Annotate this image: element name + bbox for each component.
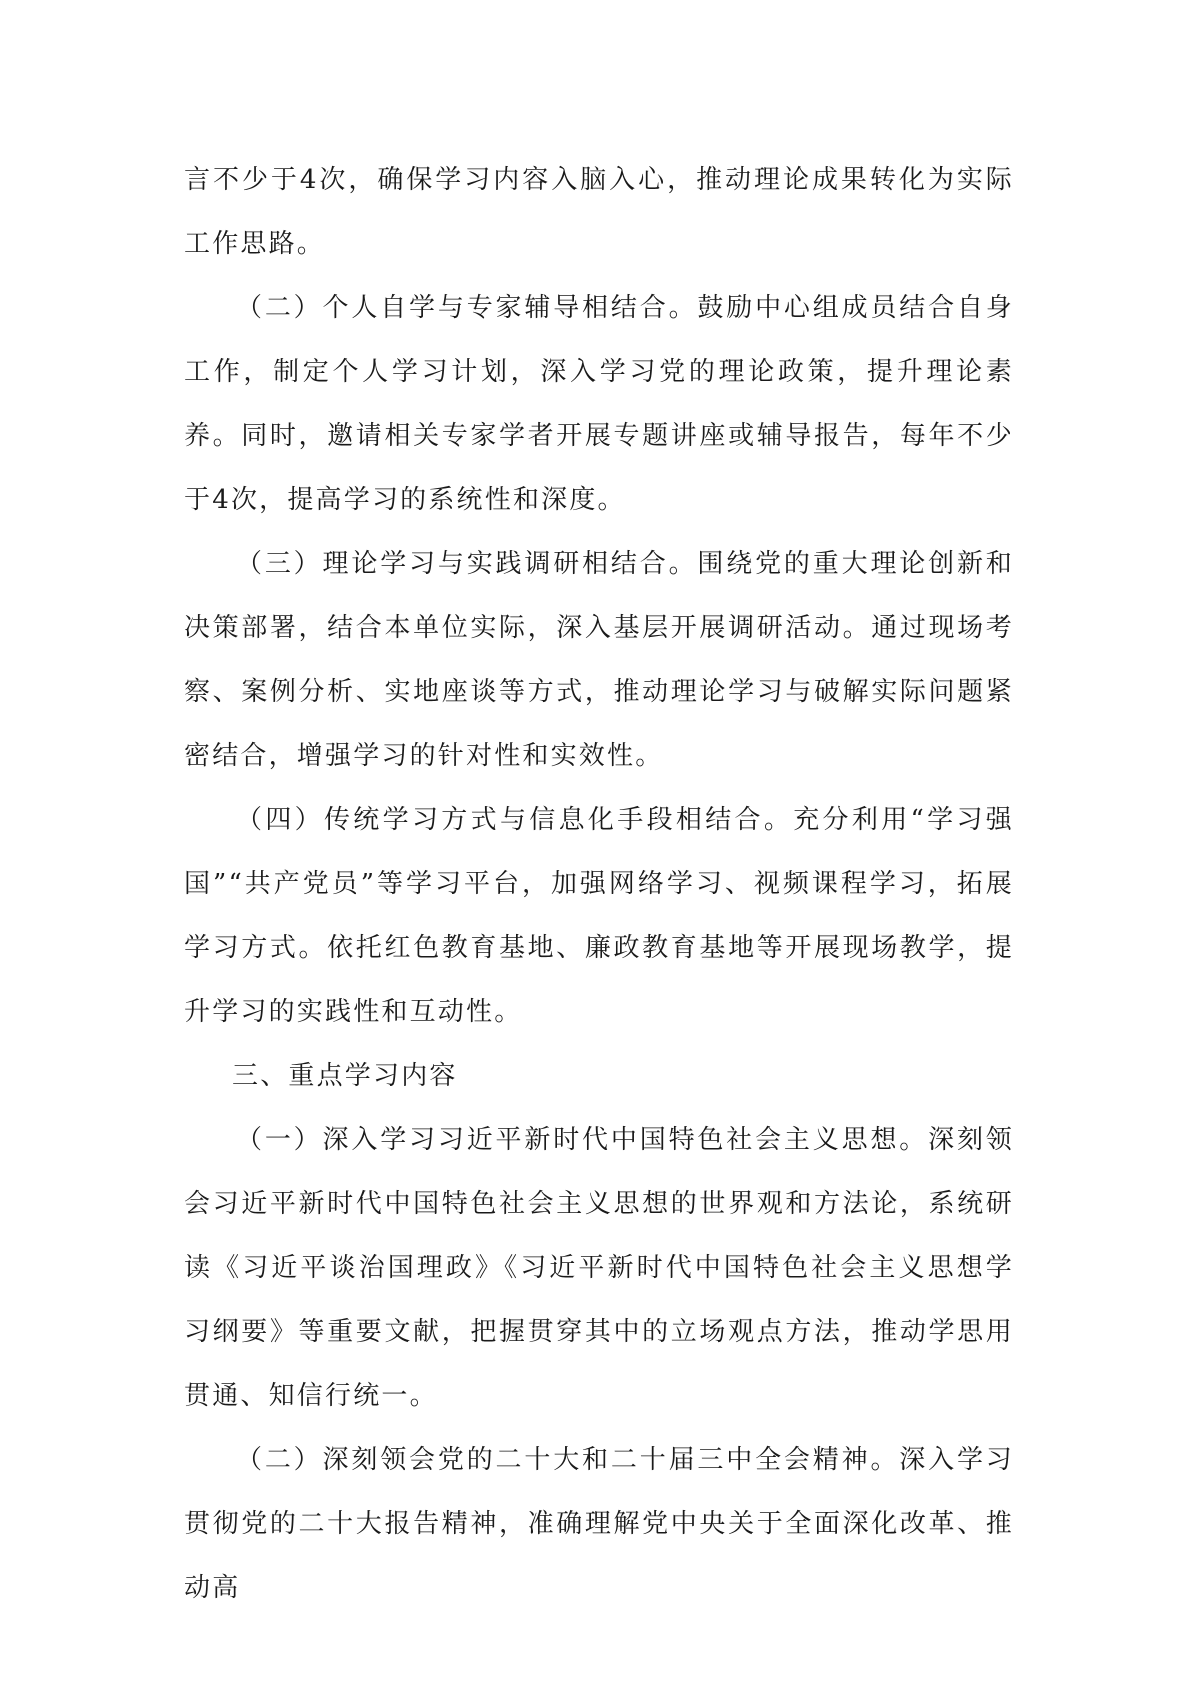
paragraph-practice-research: （三）理论学习与实践调研相结合。围绕党的重大理论创新和决策部署，结合本单位实际，深入基层开展调研活动。通过现场考察、案例分析、实地座谈等方式，推动理论学习与破解实际问题紧密结合，增强学习的针对性和实效性。: [184, 549, 1014, 771]
paragraph-xi-thought: （一）深入学习习近平新时代中国特色社会主义思想。深刻领会习近平新时代中国特色社会主义思想的世界观和方法论，系统研读《习近平谈治国理政》《习近平新时代中国特色社会主义思想学习纲要》等重要文献，把握贯穿其中的立场观点方法，推动学思用贯通、知信行统一。: [184, 1125, 1014, 1411]
paragraph-self-study: （二）个人自学与专家辅导相结合。鼓励中心组成员结合自身工作，制定个人学习计划，深入学习党的理论政策，提升理论素养。同时，邀请相关专家学者开展专题讲座或辅导报告，每年不少于4次，提高学习的系统性和深度。: [184, 293, 1014, 515]
section-heading: 三、重点学习内容: [232, 1061, 458, 1091]
document-body: [184, 148, 1014, 1620]
paragraph-information-tools: （四）传统学习方式与信息化手段相结合。充分利用“学习强国”“共产党员”等学习平台，加强网络学习、视频课程学习，拓展学习方式。依托红色教育基地、廉政教育基地等开展现场教学，提升学习的实践性和互动性。: [184, 805, 1014, 1027]
paragraph-party-congress: （二）深刻领会党的二十大和二十届三中全会精神。深入学习贯彻党的二十大报告精神，准确理解党中央关于全面深化改革、推动高: [184, 1445, 1014, 1603]
paragraph-continuation: 言不少于4次，确保学习内容入脑入心，推动理论成果转化为实际工作思路。: [184, 165, 1014, 259]
